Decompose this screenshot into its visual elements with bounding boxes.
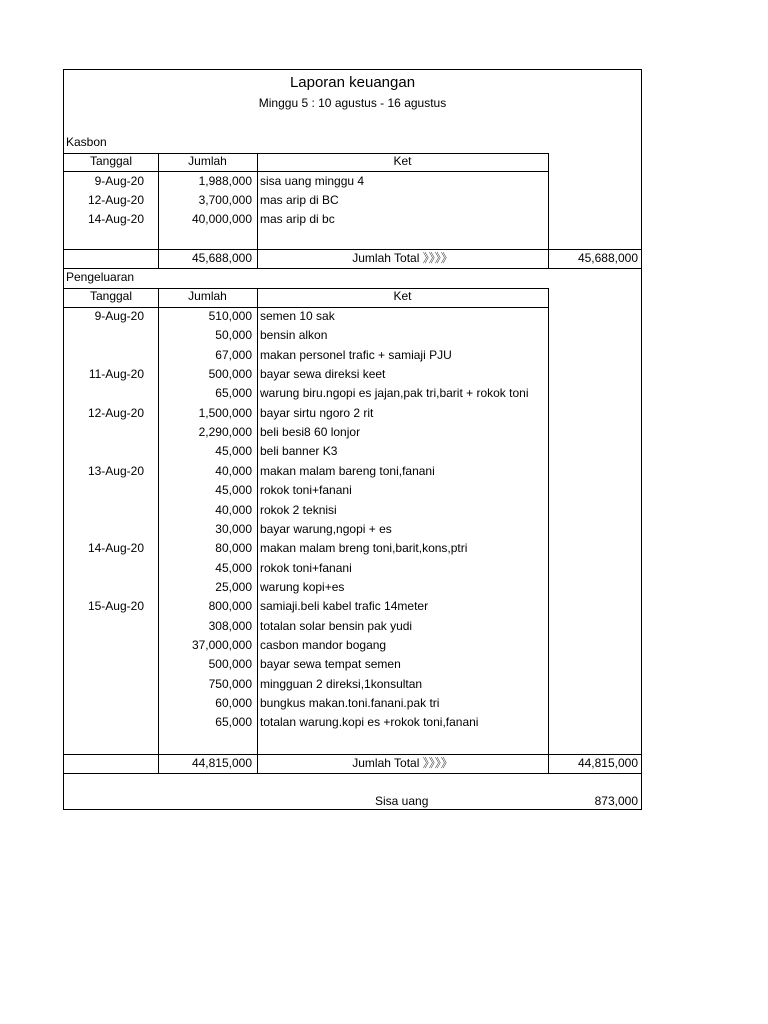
kasbon-section-label: Kasbon bbox=[66, 135, 107, 149]
pengeluaran-total-amount: 44,815,000 bbox=[191, 756, 252, 770]
row-desc: mas arip di BC bbox=[260, 193, 339, 207]
row-desc: totalan warung.kopi es +rokok toni,fanani bbox=[260, 715, 479, 729]
kasbon-col-tanggal: Tanggal bbox=[89, 154, 133, 168]
table-row bbox=[64, 191, 548, 210]
row-desc: bungkus makan.toni.fanani.pak tri bbox=[260, 696, 440, 710]
kasbon-total-right: 45,688,000 bbox=[577, 251, 638, 265]
row-desc: rokok toni+fanani bbox=[260, 483, 352, 497]
pengeluaran-col-tanggal: Tanggal bbox=[89, 289, 133, 303]
table-row bbox=[64, 481, 548, 500]
row-desc: bayar warung,ngopi + es bbox=[260, 522, 392, 536]
row-amount: 2,290,000 bbox=[198, 425, 252, 439]
row-amount: 45,000 bbox=[215, 483, 252, 497]
row-amount: 80,000 bbox=[215, 541, 252, 555]
row-date: 14-Aug-20 bbox=[87, 212, 144, 226]
row-desc: mingguan 2 direksi,1konsultan bbox=[260, 677, 423, 691]
row-amount: 50,000 bbox=[215, 328, 252, 342]
row-amount: 40,000,000 bbox=[191, 212, 252, 226]
pengeluaran-total-label: Jumlah Total 》》》》 bbox=[352, 756, 453, 770]
row-desc: sisa uang minggu 4 bbox=[260, 174, 365, 188]
table-row bbox=[64, 713, 548, 732]
sisa-uang-label: Sisa uang bbox=[375, 794, 429, 808]
row-amount: 800,000 bbox=[208, 599, 252, 613]
row-date: 12-Aug-20 bbox=[87, 406, 144, 420]
row-date: 12-Aug-20 bbox=[87, 193, 144, 207]
table-row bbox=[64, 675, 548, 694]
row-desc: bayar sirtu ngoro 2 rit bbox=[260, 406, 374, 420]
financial-report-sheet bbox=[63, 69, 642, 810]
row-date: 11-Aug-20 bbox=[88, 367, 144, 381]
row-date: 15-Aug-20 bbox=[87, 599, 144, 613]
row-amount: 500,000 bbox=[208, 657, 252, 671]
row-date: 9-Aug-20 bbox=[94, 174, 144, 188]
pengeluaran-col-ket: Ket bbox=[393, 289, 412, 303]
row-desc: warung kopi+es bbox=[260, 580, 345, 594]
table-row bbox=[64, 501, 548, 520]
table-row bbox=[64, 539, 548, 558]
row-desc: bayar sewa direksi keet bbox=[260, 367, 386, 381]
pengeluaran-col-jumlah: Jumlah bbox=[188, 289, 227, 303]
row-desc: warung biru.ngopi es jajan,pak tri,barit + rokok toni bbox=[260, 386, 529, 400]
table-row bbox=[64, 520, 548, 539]
row-desc: totalan solar bensin pak yudi bbox=[260, 619, 413, 633]
table-row bbox=[64, 404, 548, 423]
table-row bbox=[64, 210, 548, 229]
table-row bbox=[64, 365, 548, 384]
report-title: Laporan keuangan bbox=[289, 74, 416, 91]
row-amount: 40,000 bbox=[215, 503, 252, 517]
sisa-uang-row bbox=[64, 792, 642, 811]
table-row bbox=[64, 597, 548, 616]
pengeluaran-total-row bbox=[64, 754, 642, 773]
row-desc: makan malam bareng toni,fanani bbox=[260, 464, 435, 478]
row-amount: 510,000 bbox=[208, 309, 252, 323]
report-subtitle: Minggu 5 : 10 agustus - 16 agustus bbox=[258, 96, 447, 110]
table-row bbox=[64, 578, 548, 597]
row-amount: 30,000 bbox=[215, 522, 252, 536]
row-desc: rokok toni+fanani bbox=[260, 561, 352, 575]
row-amount: 65,000 bbox=[215, 715, 252, 729]
row-amount: 40,000 bbox=[215, 464, 252, 478]
sisa-uang-value: 873,000 bbox=[594, 794, 638, 808]
row-desc: samiaji.beli kabel trafic 14meter bbox=[260, 599, 429, 613]
row-amount: 65,000 bbox=[215, 386, 252, 400]
kasbon-total-amount: 45,688,000 bbox=[191, 251, 252, 265]
row-amount: 25,000 bbox=[215, 580, 252, 594]
row-amount: 37,000,000 bbox=[191, 638, 252, 652]
table-row bbox=[64, 617, 548, 636]
row-amount: 308,000 bbox=[208, 619, 252, 633]
kasbon-col-jumlah: Jumlah bbox=[188, 154, 227, 168]
row-amount: 750,000 bbox=[208, 677, 252, 691]
row-date: 14-Aug-20 bbox=[87, 541, 144, 555]
pengeluaran-section-label: Pengeluaran bbox=[66, 270, 135, 284]
row-amount: 45,000 bbox=[215, 561, 252, 575]
kasbon-total-row bbox=[64, 249, 642, 268]
table-row bbox=[64, 172, 548, 191]
pengeluaran-total-right: 44,815,000 bbox=[577, 756, 638, 770]
table-row bbox=[64, 326, 548, 345]
table-row bbox=[64, 694, 548, 713]
row-amount: 3,700,000 bbox=[198, 193, 252, 207]
row-amount: 500,000 bbox=[208, 367, 252, 381]
table-row bbox=[64, 346, 548, 365]
row-desc: semen 10 sak bbox=[260, 309, 335, 323]
table-row bbox=[64, 423, 548, 442]
row-desc: mas arip di bc bbox=[260, 212, 335, 226]
row-date: 13-Aug-20 bbox=[87, 464, 144, 478]
row-desc: bayar sewa tempat semen bbox=[260, 657, 401, 671]
row-desc: casbon mandor bogang bbox=[260, 638, 387, 652]
row-amount: 67,000 bbox=[215, 348, 252, 362]
row-desc: beli banner K3 bbox=[260, 444, 338, 458]
table-row bbox=[64, 636, 548, 655]
row-desc: bensin alkon bbox=[260, 328, 328, 342]
kasbon-total-label: Jumlah Total 》》》》 bbox=[352, 251, 453, 265]
row-desc: makan malam breng toni,barit,kons,ptri bbox=[260, 541, 468, 555]
row-amount: 60,000 bbox=[215, 696, 252, 710]
table-row bbox=[64, 307, 548, 326]
table-row bbox=[64, 442, 548, 461]
table-row bbox=[64, 384, 548, 403]
row-desc: makan personel trafic + samiaji PJU bbox=[260, 348, 452, 362]
row-amount: 45,000 bbox=[215, 444, 252, 458]
row-amount: 1,988,000 bbox=[198, 174, 252, 188]
row-amount: 1,500,000 bbox=[198, 406, 252, 420]
row-date: 9-Aug-20 bbox=[94, 309, 144, 323]
kasbon-col-ket: Ket bbox=[393, 154, 412, 168]
row-desc: rokok 2 teknisi bbox=[260, 503, 337, 517]
table-row bbox=[64, 559, 548, 578]
row-desc: beli besi8 60 lonjor bbox=[260, 425, 361, 439]
table-row bbox=[64, 655, 548, 674]
table-row bbox=[64, 462, 548, 481]
